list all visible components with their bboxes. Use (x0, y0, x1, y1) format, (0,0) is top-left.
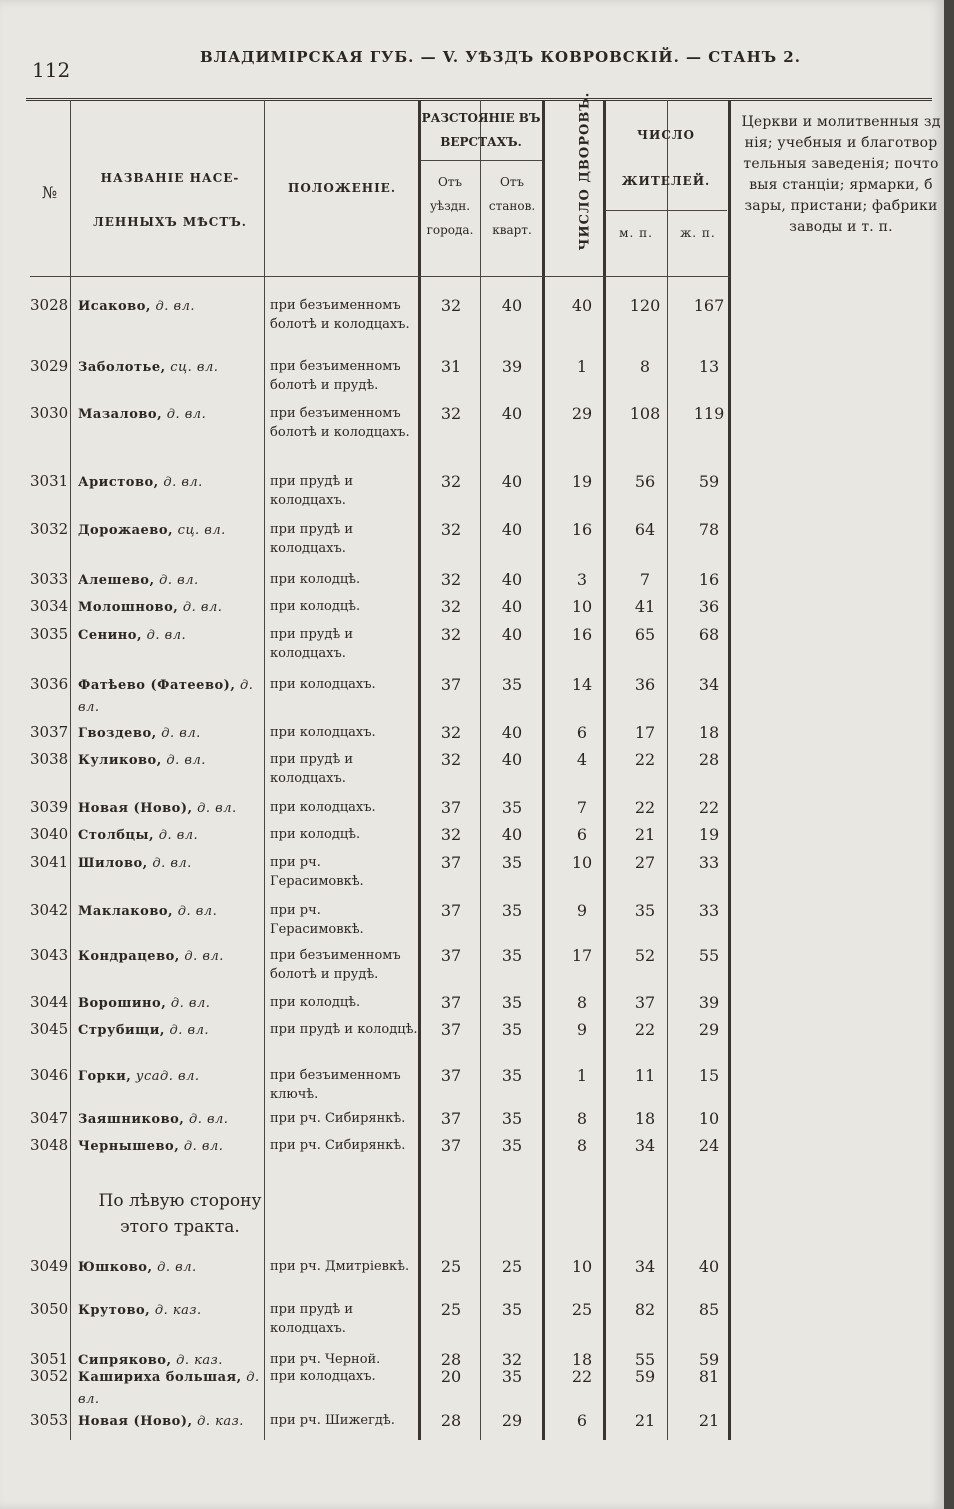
households-count: 16 (571, 520, 593, 539)
distance-stan: 40 (501, 750, 523, 769)
place-name (78, 472, 266, 494)
place-name (78, 901, 266, 923)
row-number: 3049 (30, 1257, 69, 1275)
distance-town: 37 (440, 853, 462, 872)
distance-town: 37 (440, 946, 462, 965)
place-position: при прудѣ и колодцахъ. (270, 474, 354, 508)
place-type: д. вл. (161, 753, 206, 768)
male-count: 21 (634, 825, 656, 844)
place-type: д. вл. (173, 904, 218, 919)
place-position: при колодцахъ. (270, 725, 376, 740)
female-count: 36 (698, 597, 720, 616)
row-number: 3037 (30, 723, 69, 741)
place-type: д. каз. (192, 1414, 244, 1429)
distance-stan: 40 (501, 570, 523, 589)
place-name (78, 798, 266, 820)
row-number: 3031 (30, 472, 69, 490)
female-count: 85 (698, 1300, 720, 1319)
place-name-text: Сипряково, (78, 1353, 172, 1368)
female-count: 16 (698, 570, 720, 589)
place-name (78, 1367, 266, 1411)
distance-stan: 32 (501, 1350, 523, 1369)
households-count: 8 (576, 1136, 588, 1155)
row-number: 3038 (30, 750, 69, 768)
households-count: 1 (576, 1066, 588, 1085)
male-count: 18 (634, 1109, 656, 1128)
place-type: д. каз. (150, 1303, 202, 1318)
row-number: 3034 (30, 597, 69, 615)
place-name-text: Маклаково, (78, 904, 174, 919)
col-churches: Церкви и молитвенныя зд нія; учебныя и благотвор тельныя заведенія; почто выя станціи; ярмарки, б зары, пристани; фабрики заводы и т. п. (741, 114, 941, 235)
sub-rule (420, 160, 542, 161)
distance-stan: 35 (501, 901, 523, 920)
households-count: 16 (571, 625, 593, 644)
place-position: при прудѣ и колодцахъ. (270, 752, 354, 786)
female-count: 15 (698, 1066, 720, 1085)
place-name (78, 993, 266, 1015)
place-position: при рч. Сибирянкѣ. (270, 1138, 406, 1153)
place-type: д. вл. (178, 600, 223, 615)
col-from-town: Отъ уѣздн. города. (426, 175, 474, 237)
place-position: при безъименномъ болотѣ и колодцахъ. (270, 406, 410, 440)
place-name (78, 570, 266, 592)
households-count: 4 (576, 750, 588, 769)
households-count: 8 (576, 1109, 588, 1128)
female-count: 28 (698, 750, 720, 769)
households-count: 6 (576, 1411, 588, 1430)
row-number: 3047 (30, 1109, 69, 1127)
female-count: 34 (698, 675, 720, 694)
place-name-text: Аристово, (78, 475, 159, 490)
place-name (78, 1020, 266, 1042)
place-type: д. вл. (154, 573, 199, 588)
male-count: 35 (634, 901, 656, 920)
place-position: при рч. Сибирянкѣ. (270, 1111, 406, 1126)
female-count: 29 (698, 1020, 720, 1039)
distance-town: 32 (440, 597, 462, 616)
female-count: 40 (698, 1257, 720, 1276)
male-count: 11 (634, 1066, 656, 1085)
header-bottom-rule (30, 276, 730, 277)
col-num: № (41, 183, 59, 202)
male-count: 120 (629, 296, 661, 315)
distance-town: 37 (440, 1020, 462, 1039)
place-type: д. вл. (150, 299, 196, 314)
place-name-text: Заяшниково, (78, 1112, 185, 1127)
male-count: 21 (634, 1411, 656, 1430)
distance-stan: 35 (501, 946, 523, 965)
place-position: при прудѣ и колодцахъ. (270, 522, 354, 556)
distance-town: 28 (440, 1411, 462, 1430)
male-count: 56 (634, 472, 656, 491)
place-name-text: Ворошино, (78, 996, 167, 1011)
households-count: 1 (576, 357, 588, 376)
distance-stan: 35 (501, 1136, 523, 1155)
households-count: 6 (576, 723, 588, 742)
households-count: 40 (571, 296, 593, 315)
place-type: д. вл. (78, 1370, 260, 1407)
col-from-stan: Отъ станов. кварт. (488, 175, 536, 237)
distance-town: 32 (440, 625, 462, 644)
row-number: 3053 (30, 1411, 69, 1429)
place-name (78, 853, 266, 875)
place-name-text: Мазалово, (78, 407, 163, 422)
col-households: ЧИСЛО ДВОРОВЪ. (577, 91, 593, 251)
place-position: при колодцахъ. (270, 677, 376, 692)
male-count: 36 (634, 675, 656, 694)
place-name-text: Молошново, (78, 600, 179, 615)
male-count: 52 (634, 946, 656, 965)
col-rule (480, 100, 481, 1440)
place-name (78, 1066, 266, 1088)
distance-stan: 35 (501, 675, 523, 694)
place-name-text: Алешево, (78, 573, 155, 588)
place-name-text: Заболотье, (78, 360, 166, 375)
male-count: 8 (639, 357, 651, 376)
male-count: 82 (634, 1300, 656, 1319)
place-name (78, 357, 266, 379)
distance-stan: 40 (501, 296, 523, 315)
distance-town: 37 (440, 798, 462, 817)
distance-stan: 35 (501, 1109, 523, 1128)
male-count: 64 (634, 520, 656, 539)
distance-stan: 40 (501, 723, 523, 742)
distance-town: 25 (440, 1300, 462, 1319)
col-rule (418, 100, 421, 1440)
female-count: 81 (698, 1367, 720, 1386)
page-number: 112 (32, 58, 71, 82)
row-number: 3039 (30, 798, 69, 816)
male-count: 59 (634, 1367, 656, 1386)
place-type: д. вл. (152, 1260, 197, 1275)
male-count: 7 (639, 570, 651, 589)
place-position: при прудѣ и колодцахъ. (270, 1302, 354, 1336)
place-name-text: Кондрацево, (78, 949, 180, 964)
male-count: 37 (634, 993, 656, 1012)
female-count: 78 (698, 520, 720, 539)
place-type: д. вл. (192, 801, 237, 816)
place-position: при безъименномъ болотѣ и прудѣ. (270, 359, 401, 393)
female-count: 33 (698, 853, 720, 872)
row-number: 3028 (30, 296, 69, 314)
row-number: 3036 (30, 675, 69, 693)
male-count: 22 (634, 798, 656, 817)
distance-stan: 40 (501, 520, 523, 539)
place-name (78, 946, 266, 968)
page-title: ВЛАДИМІРСКАЯ ГУБ. — V. УѢЗДЪ КОВРОВСКІЙ. — СТАНЪ 2. (200, 48, 801, 66)
row-number: 3029 (30, 357, 69, 375)
section-heading: По лѣвую сторону этого тракта. (98, 1191, 262, 1237)
households-count: 25 (571, 1300, 593, 1319)
female-count: 22 (698, 798, 720, 817)
place-type: д. вл. (179, 1139, 224, 1154)
col-distance: РАЗСТОЯНІЕ ВЪ ВЕРСТАХЪ. (421, 111, 541, 149)
place-name (78, 296, 266, 318)
male-count: 41 (634, 597, 656, 616)
distance-town: 37 (440, 1109, 462, 1128)
col-rule (542, 100, 545, 1440)
distance-stan: 25 (501, 1257, 523, 1276)
place-name (78, 1411, 266, 1433)
distance-town: 37 (440, 1136, 462, 1155)
place-position: при колодцахъ. (270, 1369, 376, 1384)
households-count: 10 (571, 853, 593, 872)
place-position: при колодцахъ. (270, 800, 376, 815)
female-count: 68 (698, 625, 720, 644)
distance-town: 20 (440, 1367, 462, 1386)
place-name (78, 520, 266, 542)
distance-stan: 35 (501, 1300, 523, 1319)
place-name-text: Шилово, (78, 856, 148, 871)
female-count: 39 (698, 993, 720, 1012)
col-name: НАЗВАНІЕ НАСЕ-ЛЕННЫХЪ МѢСТЪ. (93, 171, 247, 229)
households-count: 3 (576, 570, 588, 589)
place-name-text: Струбищи, (78, 1023, 165, 1038)
male-count: 55 (634, 1350, 656, 1369)
place-position: при прудѣ и колодцѣ. (270, 1022, 418, 1037)
place-type: д. вл. (142, 628, 187, 643)
households-count: 14 (571, 675, 593, 694)
row-number: 3033 (30, 570, 69, 588)
row-number: 3035 (30, 625, 69, 643)
place-type: д. вл. (166, 996, 211, 1011)
place-position: при рч. Черной. (270, 1352, 381, 1367)
distance-stan: 35 (501, 993, 523, 1012)
female-count: 59 (698, 1350, 720, 1369)
row-number: 3048 (30, 1136, 69, 1154)
female-count: 33 (698, 901, 720, 920)
place-name-text: Кашириха большая, (78, 1370, 242, 1385)
place-name-text: Дорожаево, (78, 523, 174, 538)
place-type: д. вл. (162, 407, 207, 422)
place-type: сц. вл. (165, 360, 219, 375)
row-number: 3030 (30, 404, 69, 422)
distance-stan: 35 (501, 1020, 523, 1039)
households-count: 6 (576, 825, 588, 844)
place-name (78, 750, 266, 772)
households-count: 8 (576, 993, 588, 1012)
col-male: м. п. (619, 226, 653, 240)
place-position: при колодцѣ. (270, 827, 361, 842)
distance-town: 37 (440, 1066, 462, 1085)
place-type: д. каз. (171, 1353, 223, 1368)
distance-town: 32 (440, 404, 462, 423)
distance-stan: 40 (501, 597, 523, 616)
table-top-rule (26, 98, 932, 101)
col-residents: ЧИСЛО ЖИТЕЛЕЙ. (621, 128, 711, 188)
distance-town: 32 (440, 472, 462, 491)
place-type: д. вл. (179, 949, 224, 964)
row-number: 3042 (30, 901, 69, 919)
place-position: при колодцѣ. (270, 599, 361, 614)
households-count: 9 (576, 1020, 588, 1039)
female-count: 18 (698, 723, 720, 742)
row-number: 3052 (30, 1367, 69, 1385)
male-count: 34 (634, 1136, 656, 1155)
distance-town: 31 (440, 357, 462, 376)
male-count: 108 (629, 404, 661, 423)
female-count: 19 (698, 825, 720, 844)
female-count: 55 (698, 946, 720, 965)
households-count: 17 (571, 946, 593, 965)
row-number: 3045 (30, 1020, 69, 1038)
male-count: 22 (634, 750, 656, 769)
place-position: при рч. Дмитріевкѣ. (270, 1259, 410, 1274)
distance-town: 32 (440, 570, 462, 589)
male-count: 17 (634, 723, 656, 742)
distance-stan: 40 (501, 825, 523, 844)
row-number: 3040 (30, 825, 69, 843)
place-name-text: Чернышево, (78, 1139, 180, 1154)
distance-town: 37 (440, 901, 462, 920)
female-count: 119 (693, 404, 725, 423)
distance-stan: 40 (501, 625, 523, 644)
households-count: 29 (571, 404, 593, 423)
col-position: ПОЛОЖЕНІЕ. (287, 181, 396, 195)
female-count: 10 (698, 1109, 720, 1128)
place-name-text: Юшково, (78, 1260, 153, 1275)
male-count: 34 (634, 1257, 656, 1276)
distance-stan: 35 (501, 1367, 523, 1386)
place-type: д. вл. (164, 1023, 209, 1038)
place-name (78, 1109, 266, 1131)
place-name-text: Фатѣево (Фатеево), (78, 678, 236, 693)
place-name-text: Куликово, (78, 753, 162, 768)
col-rule (70, 100, 71, 1440)
place-position: при рч. Шижегдѣ. (270, 1413, 395, 1428)
distance-stan: 35 (501, 1066, 523, 1085)
row-number: 3046 (30, 1066, 69, 1084)
place-name (78, 723, 266, 745)
col-female: ж. п. (680, 226, 716, 240)
place-name (78, 597, 266, 619)
page-edge (944, 0, 954, 1509)
male-count: 65 (634, 625, 656, 644)
place-type: д. вл. (78, 678, 254, 715)
place-position: при безъименномъ болотѣ и прудѣ. (270, 948, 401, 982)
place-type: сц. вл. (173, 523, 226, 538)
distance-town: 28 (440, 1350, 462, 1369)
row-number: 3044 (30, 993, 69, 1011)
female-count: 167 (693, 296, 725, 315)
sub-rule (605, 210, 727, 211)
place-name-text: Столбцы, (78, 828, 155, 843)
place-name (78, 404, 266, 426)
row-number: 3043 (30, 946, 69, 964)
place-position: при колодцѣ. (270, 995, 361, 1010)
place-name (78, 1257, 266, 1279)
households-count: 19 (571, 472, 593, 491)
place-name (78, 1300, 266, 1322)
place-name-text: Сенино, (78, 628, 142, 643)
households-count: 10 (571, 597, 593, 616)
place-name-text: Новая (Ново), (78, 1414, 193, 1429)
place-position: при безъименномъ болотѣ и колодцахъ. (270, 298, 410, 332)
distance-town: 32 (440, 520, 462, 539)
place-type: д. вл. (154, 828, 199, 843)
running-header (0, 44, 944, 84)
distance-stan: 40 (501, 472, 523, 491)
households-count: 7 (576, 798, 588, 817)
place-position: при рч. Герасимовкѣ. (270, 903, 364, 937)
distance-town: 32 (440, 750, 462, 769)
distance-town: 37 (440, 675, 462, 694)
place-name (78, 675, 266, 719)
households-count: 18 (571, 1350, 593, 1369)
male-count: 27 (634, 853, 656, 872)
row-number: 3050 (30, 1300, 69, 1318)
place-type: д. вл. (184, 1112, 229, 1127)
distance-town: 32 (440, 723, 462, 742)
female-count: 24 (698, 1136, 720, 1155)
distance-town: 32 (440, 825, 462, 844)
place-type: усад. вл. (131, 1069, 200, 1084)
row-number: 3041 (30, 853, 69, 871)
row-number: 3051 (30, 1350, 69, 1368)
row-number: 3032 (30, 520, 69, 538)
place-name-text: Гвоздево, (78, 726, 157, 741)
households-count: 9 (576, 901, 588, 920)
distance-stan: 35 (501, 853, 523, 872)
place-type: д. вл. (147, 856, 192, 871)
place-position: при безъименномъ ключѣ. (270, 1068, 401, 1102)
male-count: 22 (634, 1020, 656, 1039)
place-name-text: Крутово, (78, 1303, 151, 1318)
place-name (78, 825, 266, 847)
place-name-text: Исаково, (78, 299, 151, 314)
distance-stan: 39 (501, 357, 523, 376)
place-position: при колодцѣ. (270, 572, 361, 587)
place-name (78, 625, 266, 647)
distance-stan: 29 (501, 1411, 523, 1430)
female-count: 59 (698, 472, 720, 491)
place-position: при рч. Герасимовкѣ. (270, 855, 364, 889)
households-count: 22 (571, 1367, 593, 1386)
distance-town: 37 (440, 993, 462, 1012)
female-count: 13 (698, 357, 720, 376)
place-name-text: Горки, (78, 1069, 132, 1084)
distance-stan: 40 (501, 404, 523, 423)
female-count: 21 (698, 1411, 720, 1430)
households-count: 10 (571, 1257, 593, 1276)
distance-town: 25 (440, 1257, 462, 1276)
distance-stan: 35 (501, 798, 523, 817)
distance-town: 32 (440, 296, 462, 315)
place-name-text: Новая (Ново), (78, 801, 193, 816)
place-type: д. вл. (156, 726, 201, 741)
place-type: д. вл. (158, 475, 203, 490)
place-position: при прудѣ и колодцахъ. (270, 627, 354, 661)
place-name (78, 1136, 266, 1158)
